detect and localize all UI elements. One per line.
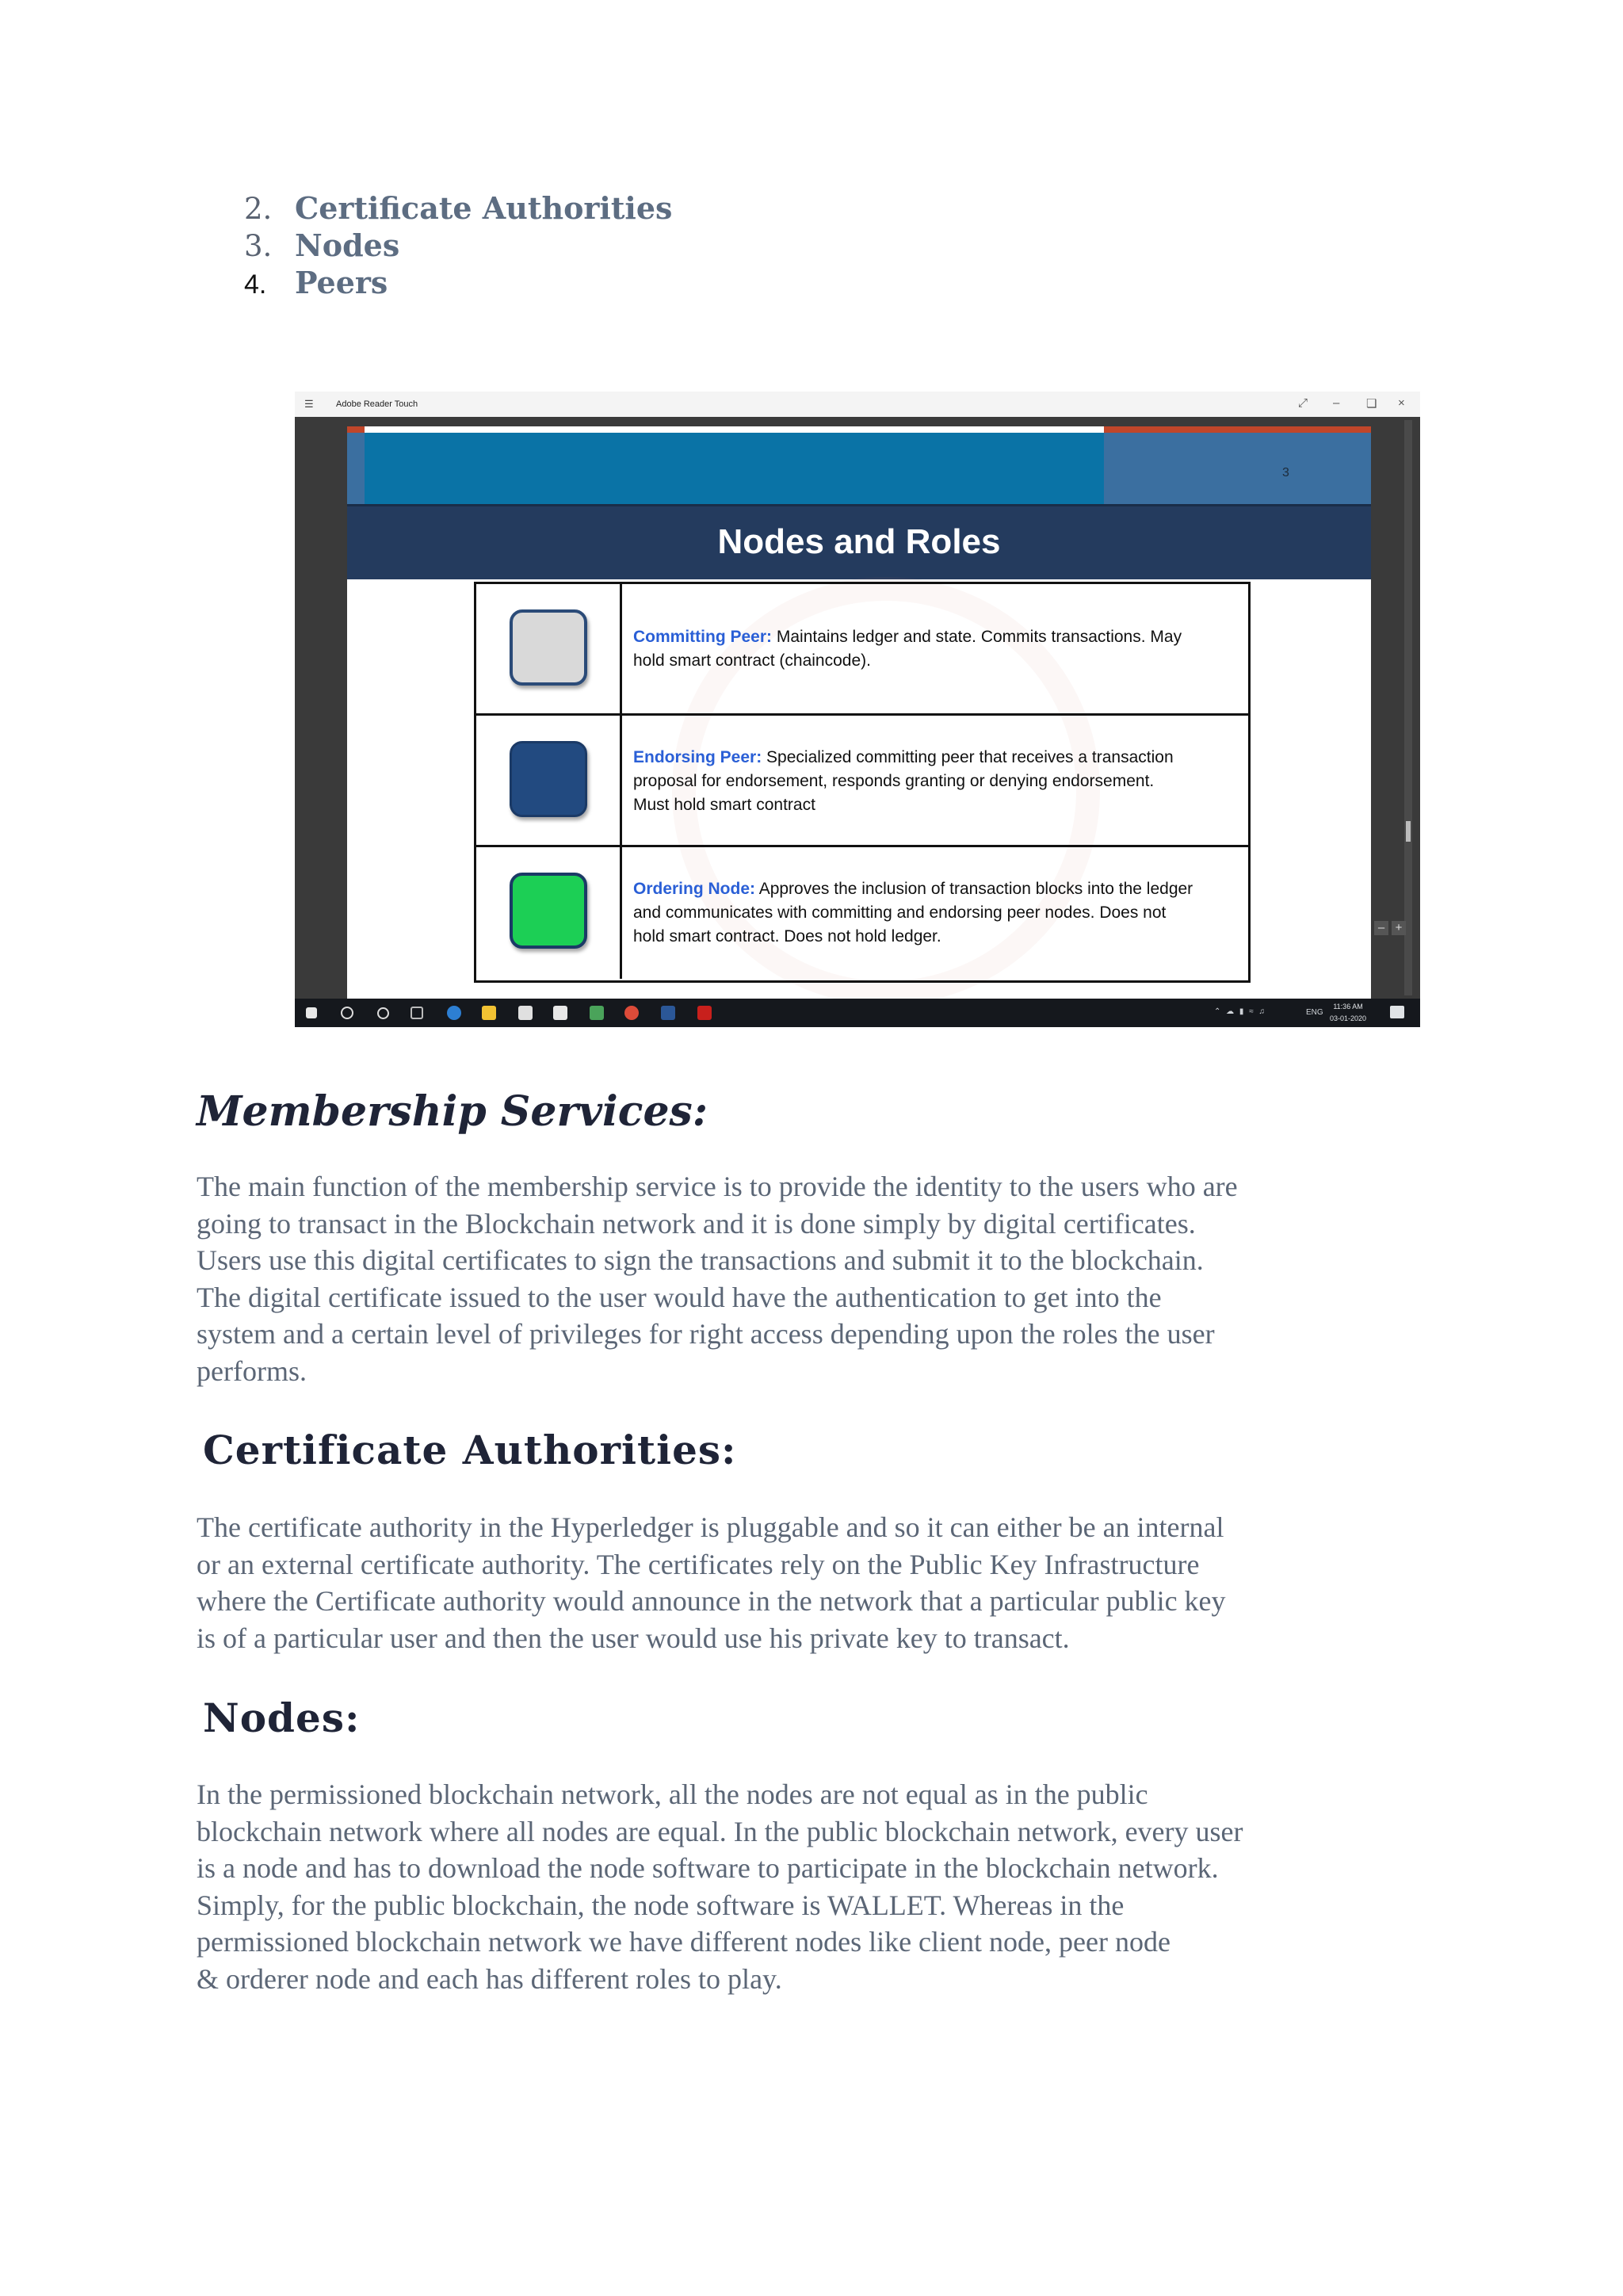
role-desc-line: Must hold smart contract <box>633 796 815 814</box>
paragraph-line: or an external certificate authority. The certificates rely on the Public Key Infrastructure <box>197 1548 1200 1580</box>
photos-icon[interactable] <box>590 1006 604 1020</box>
zoom-out-icon[interactable]: – <box>1374 921 1388 935</box>
table-row <box>476 847 1248 979</box>
viewer-titlebar <box>295 392 1420 417</box>
clock-date: 03-01-2020 <box>1330 1014 1367 1022</box>
slide-title-banner <box>347 504 1371 579</box>
paragraph-line: is a node and has to download the node software to participate in the blockchain network. <box>197 1852 1219 1884</box>
slide <box>347 426 1371 999</box>
paragraph-line: system and a certain level of privileges for right access depending upon the roles the user <box>197 1318 1215 1350</box>
clock-time: 11:36 AM <box>1333 1003 1363 1010</box>
paragraph-line: In the permissioned blockchain network, all the nodes are not equal as in the public <box>197 1778 1148 1810</box>
role-desc-line: proposal for endorsement, responds granting or denying endorsement. <box>633 772 1155 790</box>
taskbar <box>295 999 1420 1027</box>
slide-title: Nodes and Roles <box>717 522 1001 561</box>
paragraph-line: & orderer node and each has different roles to play. <box>197 1962 782 1995</box>
paragraph-line: The main function of the membership service is to provide the identity to the users who are <box>197 1171 1238 1202</box>
acrobat-icon[interactable] <box>697 1006 712 1020</box>
slide-page-number: 3 <box>1282 466 1289 479</box>
role-description <box>633 877 1235 949</box>
word-icon[interactable] <box>661 1006 675 1020</box>
chrome-icon[interactable] <box>624 1006 639 1020</box>
numbered-list <box>244 190 672 302</box>
list-item <box>244 227 672 265</box>
swatch-cell <box>476 716 622 845</box>
role-desc-line: hold smart contract. Does not hold ledger. <box>633 927 941 946</box>
embedded-screenshot <box>295 392 1420 1027</box>
paragraph-line: blockchain network where all nodes are equal. In the public blockchain network, every user <box>197 1815 1243 1847</box>
fullscreen-icon[interactable]: ⤢ <box>1298 396 1308 410</box>
scrollbar-thumb[interactable] <box>1406 821 1411 842</box>
role-description <box>633 625 1235 673</box>
swatch-cell <box>476 847 622 979</box>
list-number: 2. <box>244 192 273 226</box>
list-item <box>244 265 672 302</box>
list-text: Certificate Authorities <box>295 190 673 226</box>
restore-icon[interactable]: ❏ <box>1366 397 1377 411</box>
ordering-node-swatch <box>510 873 587 949</box>
paragraph-line: Users use this digital certificates to sign the transactions and submit it to the blockchain. <box>197 1244 1204 1276</box>
table-row <box>476 716 1248 847</box>
nodes-paragraph <box>197 1776 1433 1997</box>
membership-paragraph <box>197 1168 1433 1389</box>
search-icon[interactable] <box>341 1007 353 1019</box>
paragraph-line: The certificate authority in the Hyperledger is pluggable and so it can either be an internal <box>197 1511 1224 1543</box>
list-number: 3. <box>244 229 273 263</box>
vertical-scrollbar[interactable] <box>1404 420 1412 995</box>
minimize-icon[interactable]: – <box>1333 396 1340 410</box>
notification-icon[interactable] <box>1390 1006 1404 1018</box>
edge-icon[interactable] <box>447 1006 461 1020</box>
certificate-paragraph <box>197 1509 1433 1656</box>
table-row <box>476 584 1248 716</box>
paragraph-line: permissioned blockchain network we have different nodes like client node, peer node <box>197 1926 1170 1958</box>
paragraph-line: where the Certificate authority would announce in the network that a particular public key <box>197 1585 1226 1617</box>
list-item <box>244 190 672 227</box>
role-desc-line: Specialized committing peer that receives a transaction <box>762 748 1174 766</box>
role-name: Endorsing Peer: <box>633 748 762 766</box>
cortana-icon[interactable] <box>377 1007 389 1019</box>
close-icon[interactable]: × <box>1398 396 1405 410</box>
paragraph-line: The digital certificate issued to the user would have the authentication to get into the <box>197 1281 1162 1313</box>
paragraph-line: is of a particular user and then the user would use his private key to transact. <box>197 1622 1070 1654</box>
committing-peer-swatch <box>510 609 587 686</box>
header-band-main <box>365 433 1104 504</box>
document-viewer <box>295 417 1420 999</box>
start-icon[interactable] <box>306 1007 317 1018</box>
accent-bar-right <box>1104 426 1371 433</box>
nodes-heading: Nodes: <box>203 1694 361 1741</box>
list-text: Nodes <box>295 227 400 263</box>
task-view-icon[interactable] <box>411 1007 423 1019</box>
file-explorer-icon[interactable] <box>482 1006 496 1020</box>
role-description <box>633 746 1235 817</box>
role-desc-line: and communicates with committing and endorsing peer nodes. Does not <box>633 904 1167 922</box>
endorsing-peer-swatch <box>510 741 587 817</box>
language-indicator[interactable]: ENG <box>1306 1008 1323 1017</box>
mail-icon[interactable] <box>553 1006 567 1020</box>
role-name: Committing Peer: <box>633 628 773 646</box>
swatch-cell <box>476 584 622 713</box>
store-icon[interactable] <box>518 1006 533 1020</box>
role-desc-line: Maintains ledger and state. Commits transactions. May <box>772 628 1182 646</box>
app-title: Adobe Reader Touch <box>336 399 418 409</box>
paragraph-line: Simply, for the public blockchain, the node software is WALLET. Whereas in the <box>197 1889 1125 1921</box>
list-number: 4. <box>244 269 267 300</box>
role-name: Ordering Node: <box>633 880 756 898</box>
hamburger-menu-icon[interactable]: ☰ <box>304 398 314 410</box>
list-text: Peers <box>295 265 388 300</box>
zoom-in-icon[interactable]: + <box>1392 921 1406 935</box>
paragraph-line: going to transact in the Blockchain network and it is done simply by digital certificates. <box>197 1207 1196 1240</box>
membership-heading: Membership Services: <box>197 1087 708 1136</box>
accent-bar-left <box>347 426 365 433</box>
role-desc-line: Approves the inclusion of transaction blocks into the ledger <box>755 880 1193 898</box>
roles-table <box>474 582 1251 983</box>
paragraph-line: performs. <box>197 1354 307 1387</box>
taskbar-clock[interactable] <box>1330 1001 1366 1025</box>
system-tray-icons[interactable]: ⌃ ☁ ▮ ≈ ♫ <box>1214 1007 1266 1016</box>
certificate-authorities-heading: Certificate Authorities: <box>203 1427 737 1473</box>
role-desc-line: hold smart contract (chaincode). <box>633 651 871 670</box>
